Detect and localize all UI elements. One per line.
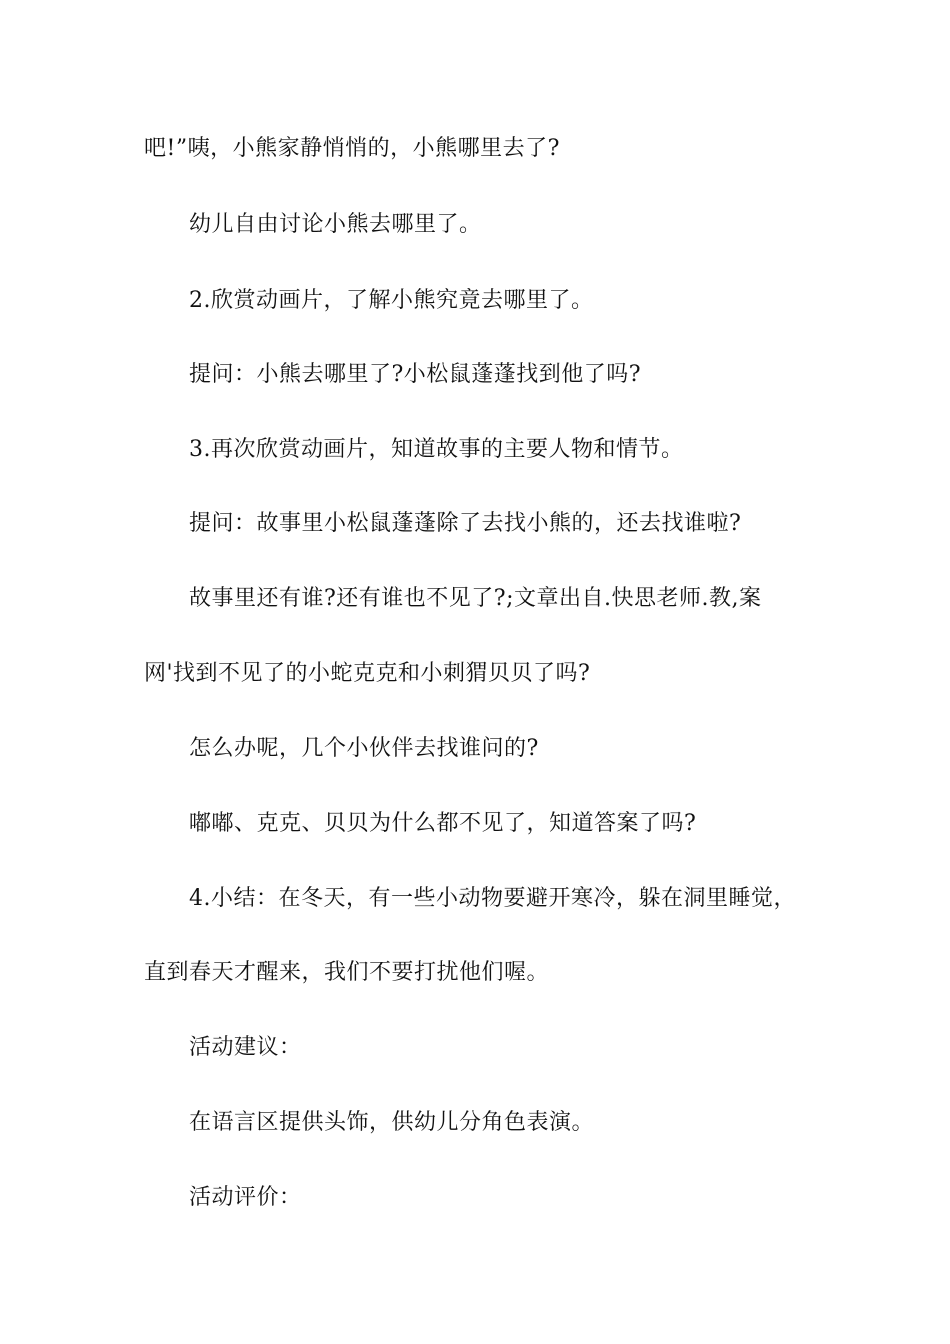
section-heading: 活动建议：	[189, 1035, 302, 1060]
paragraph-line: 提问：故事里小松鼠蓬蓬除了去找小熊的，还去找谁啦?	[189, 511, 742, 536]
paragraph-line: 网'找到不见了的小蛇克克和小刺猬贝贝了吗?	[144, 661, 591, 686]
paragraph-line: 怎么办呢，几个小伙伴去找谁问的?	[189, 736, 539, 761]
paragraph-line: 在语言区提供头饰，供幼儿分角色表演。	[189, 1110, 595, 1135]
paragraph-line: 幼儿自由讨论小熊去哪里了。	[189, 212, 482, 237]
paragraph-line: 直到春天才醒来，我们不要打扰他们喔。	[144, 960, 550, 985]
paragraph-line: 提问：小熊去哪里了?小松鼠蓬蓬找到他了吗?	[189, 362, 642, 387]
paragraph-line: 2.欣赏动画片，了解小熊究竟去哪里了。	[189, 288, 594, 313]
paragraph-line: 3.再次欣赏动画片，知道故事的主要人物和情节。	[189, 437, 684, 462]
paragraph-line: 4.小结：在冬天，有一些小动物要避开寒冷，躲在洞里睡觉，	[189, 886, 796, 911]
paragraph-line: 吧!”咦，小熊家静悄悄的，小熊哪里去了?	[144, 136, 560, 161]
paragraph-line: 嘟嘟、克克、贝贝为什么都不见了，知道答案了吗?	[189, 811, 697, 836]
paragraph-line: 故事里还有谁?还有谁也不见了?;文章出自.快思老师.教,案	[189, 586, 762, 611]
section-heading: 活动评价：	[189, 1185, 302, 1210]
